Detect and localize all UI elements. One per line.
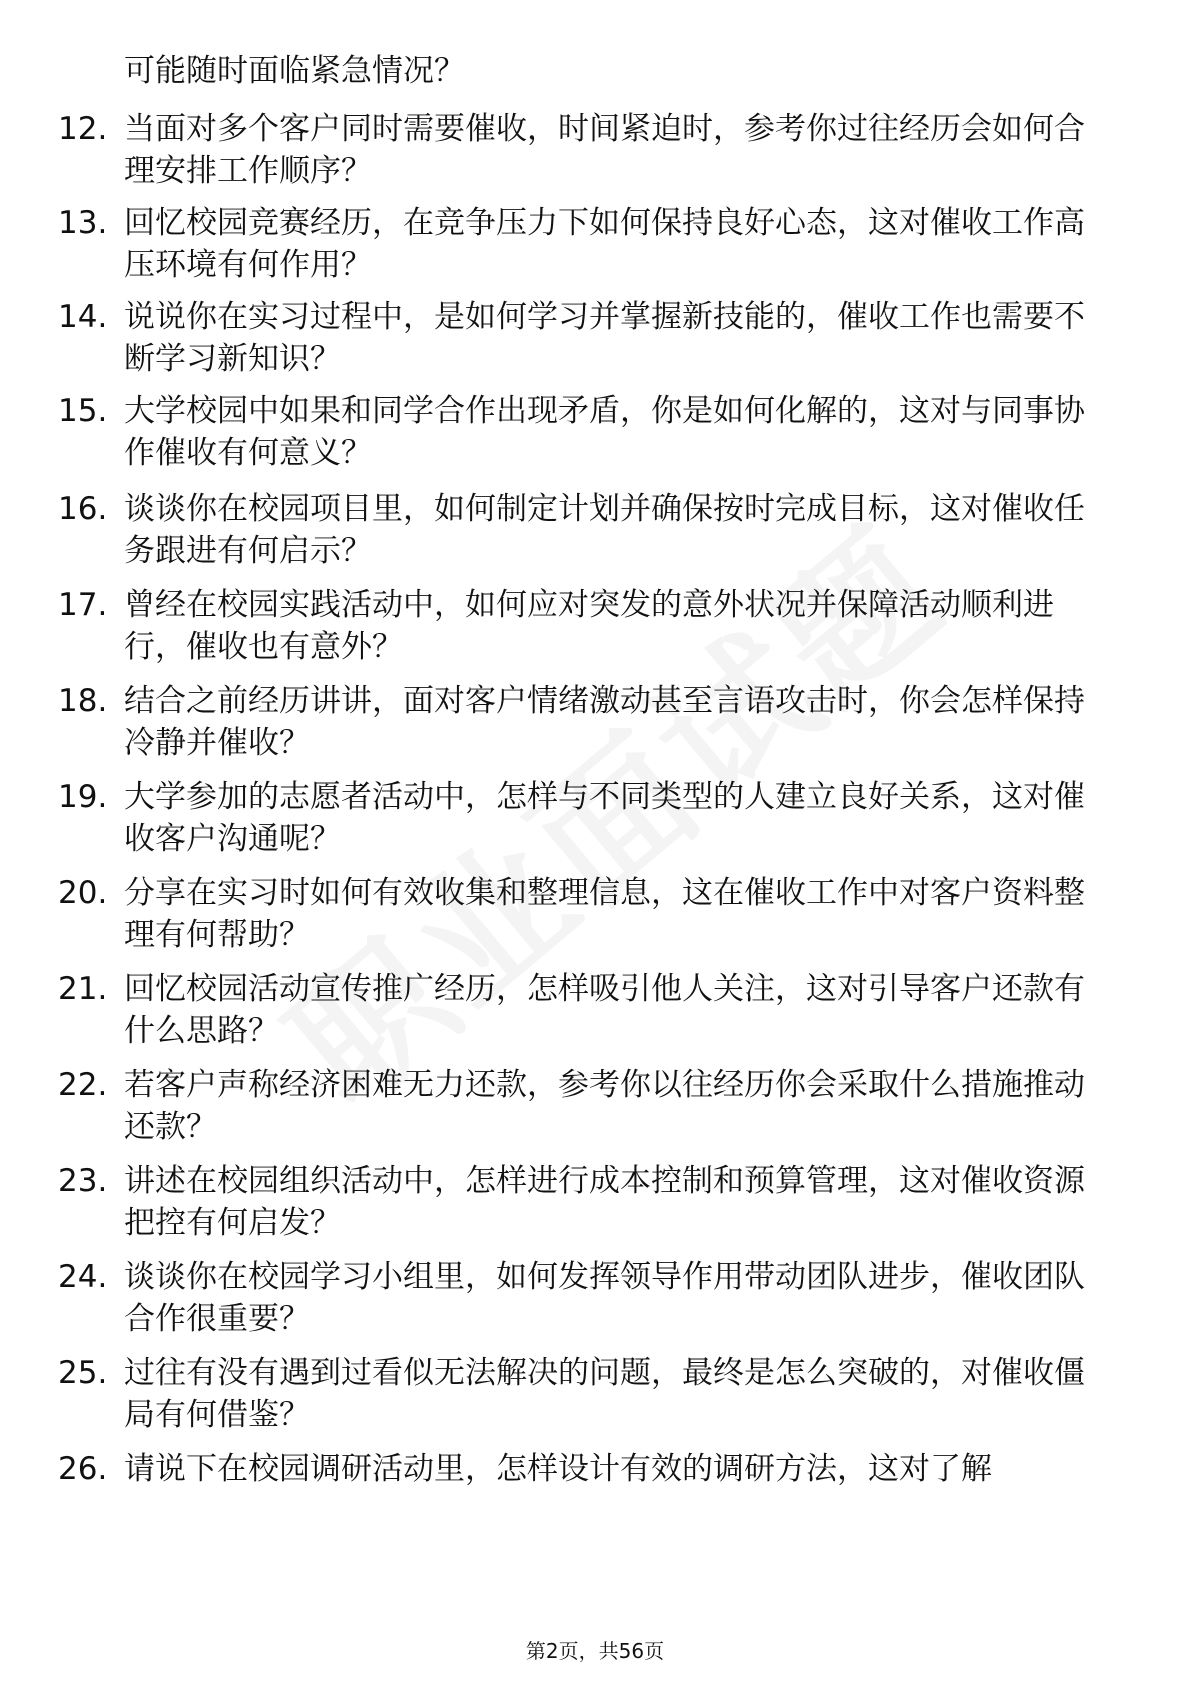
question-text: 大学校园中如果和同学合作出现矛盾，你是如何化解的，这对与同事协作催收有何意义？ <box>124 393 1085 471</box>
question-number: 13. <box>58 205 108 241</box>
list-item <box>58 584 1118 668</box>
question-text: 回忆校园活动宣传推广经历，怎样吸引他人关注，这对引导客户还款有什么思路？ <box>124 971 1085 1049</box>
list-item <box>58 1448 1118 1490</box>
question-number: 21. <box>58 971 108 1007</box>
question-text: 讲述在校园组织活动中，怎样进行成本控制和预算管理，这对催收资源把控有何启发？ <box>124 1163 1085 1241</box>
question-text: 谈谈你在校园学习小组里，如何发挥领导作用带动团队进步，催收团队合作很重要？ <box>124 1259 1085 1337</box>
question-text: 谈谈你在校园项目里，如何制定计划并确保按时完成目标，这对催收任务跟进有何启示？ <box>124 491 1085 569</box>
question-text: 分享在实习时如何有效收集和整理信息，这在催收工作中对客户资料整理有何帮助？ <box>124 875 1085 953</box>
question-text: 曾经在校园实践活动中，如何应对突发的意外状况并保障活动顺利进行，催收也有意外？ <box>124 587 1054 665</box>
list-item <box>58 296 1118 380</box>
list-item <box>58 1160 1118 1244</box>
question-number: 22. <box>58 1067 108 1103</box>
question-text: 大学参加的志愿者活动中，怎样与不同类型的人建立良好关系，这对催收客户沟通呢？ <box>124 779 1085 857</box>
list-item <box>58 680 1118 764</box>
question-number: 25. <box>58 1355 108 1391</box>
question-number: 14. <box>58 299 108 335</box>
question-number: 18. <box>58 683 108 719</box>
question-text: 过往有没有遇到过看似无法解决的问题，最终是怎么突破的，对催收僵局有何借鉴？ <box>124 1355 1085 1433</box>
question-number: 15. <box>58 393 108 429</box>
question-text: 结合之前经历讲讲，面对客户情绪激动甚至言语攻击时，你会怎样保持冷静并催收？ <box>124 683 1085 761</box>
question-number: 23. <box>58 1163 108 1199</box>
question-text: 说说你在实习过程中，是如何学习并掌握新技能的，催收工作也需要不断学习新知识？ <box>124 299 1085 377</box>
list-item <box>58 1064 1118 1148</box>
question-number: 17. <box>58 587 108 623</box>
question-text: 当面对多个客户同时需要催收，时间紧迫时，参考你过往经历会如何合理安排工作顺序？ <box>124 111 1085 189</box>
list-item <box>58 390 1118 474</box>
question-number: 12. <box>58 111 108 147</box>
list-item <box>58 1352 1118 1436</box>
question-text: 请说下在校园调研活动里，怎样设计有效的调研方法，这对了解 <box>124 1451 992 1487</box>
list-item <box>58 776 1118 860</box>
question-text: 回忆校园竞赛经历，在竞争压力下如何保持良好心态，这对催收工作高压环境有何作用？ <box>124 205 1085 283</box>
page-footer: 第2页，共56页 <box>525 1639 665 1663</box>
question-number: 24. <box>58 1259 108 1295</box>
list-item <box>58 968 1118 1052</box>
question-number: 20. <box>58 875 108 911</box>
list-item <box>58 488 1118 572</box>
question-text: 若客户声称经济困难无力还款，参考你以往经历你会采取什么措施推动还款？ <box>124 1067 1085 1145</box>
list-item <box>58 108 1118 192</box>
list-item <box>58 1256 1118 1340</box>
question-number: 26. <box>58 1451 108 1487</box>
list-item <box>58 872 1118 956</box>
continuation-text: 可能随时面临紧急情况？ <box>124 53 465 89</box>
question-number: 16. <box>58 491 108 527</box>
list-item <box>58 202 1118 286</box>
question-number: 19. <box>58 779 108 815</box>
